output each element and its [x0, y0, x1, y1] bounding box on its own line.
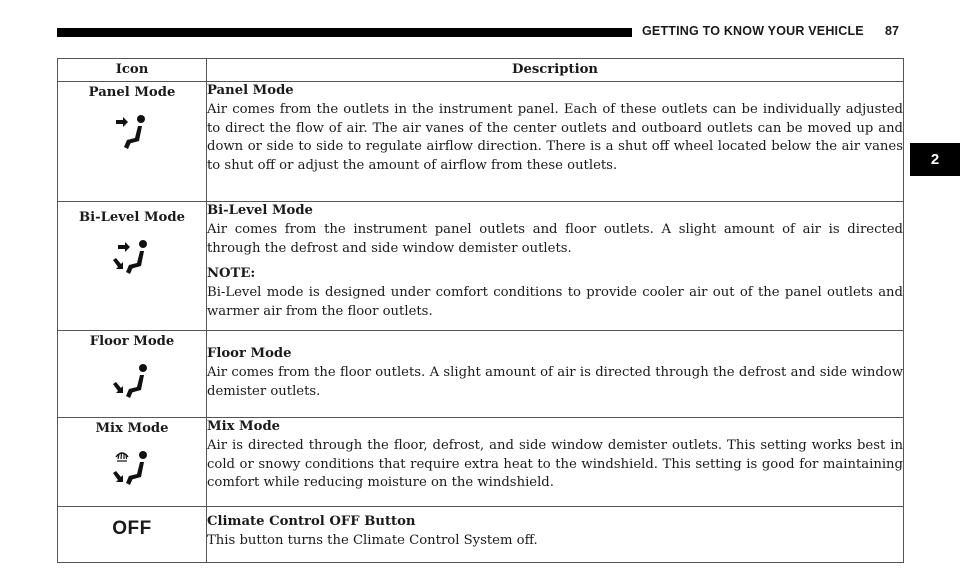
note-title: NOTE: [207, 266, 256, 282]
icon-cell [58, 331, 207, 418]
floor-mode-icon [108, 360, 156, 404]
mode-title: Floor Mode [207, 346, 292, 361]
page-number: 87 [885, 24, 899, 38]
icon-cell [58, 507, 207, 563]
mode-description: Air is directed through the floor, defrost, and side window demister outlets. This setting works best in cold or snowy conditions that require extra heat to the windshield. This setting is good for maintaining comfort while reducing moisture on the windshield. [207, 437, 903, 491]
column-header-icon: Icon [58, 59, 207, 82]
description-cell [207, 331, 904, 418]
mode-title: Climate Control OFF Button [207, 514, 416, 529]
table-row [58, 507, 904, 563]
mode-description: This button turns the Climate Control System off. [207, 532, 538, 548]
icon-label: Bi-Level Mode [79, 210, 185, 225]
off-button-icon: OFF [112, 518, 152, 539]
page-header-title: GETTING TO KNOW YOUR VEHICLE [642, 24, 864, 38]
table-row [58, 331, 904, 418]
mix-mode-icon [108, 447, 156, 493]
description-cell [207, 507, 904, 563]
icon-label: Mix Mode [95, 421, 169, 436]
mode-description: Air comes from the outlets in the instrument panel. Each of these outlets can be individually adjusted to direct the flow of air. The air vanes of the center outlets and outboard outlets can be moved up and down or side to side to regulate airflow direction. There is a shut off wheel located below the air vanes to shut off or adjust the amount of airflow from these outlets. [207, 101, 903, 174]
header-rule [57, 28, 632, 37]
description-cell [207, 82, 904, 202]
icon-label: Floor Mode [89, 334, 175, 349]
mode-title: Panel Mode [207, 83, 294, 98]
icon-cell [58, 202, 207, 331]
column-header-description: Description [207, 59, 904, 82]
note-text: Bi-Level mode is designed under comfort conditions to provide cooler air out of the panel outlets and warmer air from the floor outlets. [207, 285, 903, 319]
climate-modes-table [57, 58, 904, 563]
icon-cell [58, 82, 207, 202]
mode-description: Air comes from the instrument panel outlets and floor outlets. A slight amount of air is directed through the defrost and side window demister outlets. [207, 221, 903, 256]
mode-title: Mix Mode [207, 419, 281, 434]
mode-title: Bi-Level Mode [207, 203, 313, 218]
icon-cell [58, 418, 207, 507]
icon-label: Panel Mode [88, 85, 176, 100]
description-cell [207, 202, 904, 331]
description-cell [207, 418, 904, 507]
bi-level-mode-icon [108, 236, 156, 282]
table-row [58, 82, 904, 202]
chapter-tab: 2 [910, 143, 960, 176]
note-block [207, 265, 903, 321]
table-row [58, 202, 904, 331]
table-header-row [58, 59, 904, 82]
mode-description: Air comes from the floor outlets. A slight amount of air is directed through the defrost and side window demister outlets. [207, 364, 903, 399]
panel-mode-icon [108, 111, 156, 155]
table-row [58, 418, 904, 507]
